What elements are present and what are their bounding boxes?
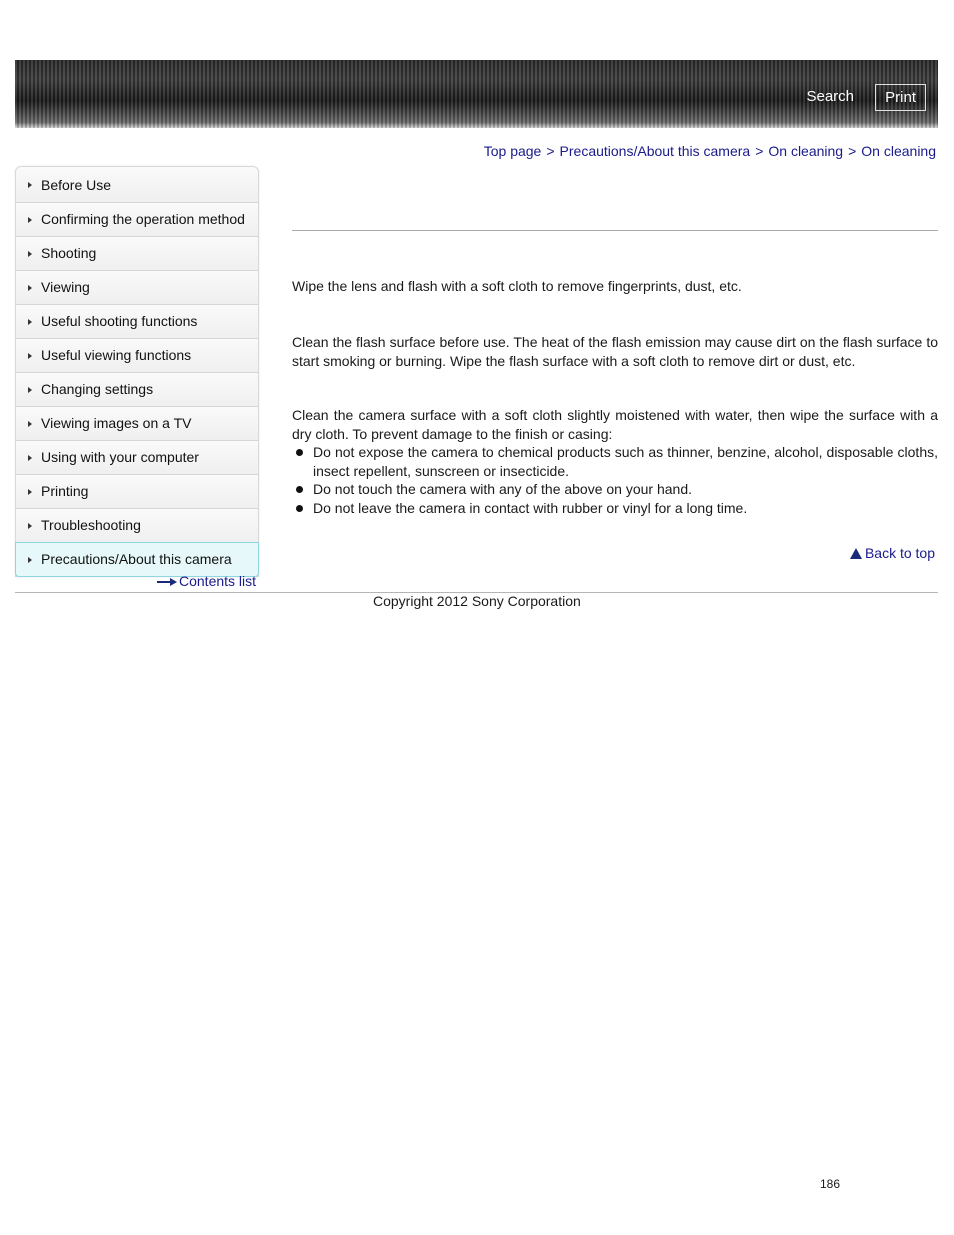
title-divider <box>292 230 938 231</box>
triangle-right-icon <box>28 523 32 529</box>
sidebar-item-label: Changing settings <box>41 381 154 397</box>
breadcrumb-separator: > <box>546 143 555 159</box>
sidebar-item-confirming-operation[interactable] <box>16 203 258 237</box>
breadcrumb-separator: > <box>755 143 764 159</box>
triangle-right-icon <box>28 489 32 495</box>
header-bar <box>15 60 938 128</box>
sidebar-item-using-computer[interactable] <box>16 441 258 475</box>
page-number: 186 <box>820 1177 841 1191</box>
triangle-up-icon <box>850 548 862 559</box>
back-to-top-link[interactable] <box>850 545 935 561</box>
list-item-text: Do not leave the camera in contact with rubber or vinyl for a long time. <box>313 499 748 516</box>
list-item <box>292 499 938 518</box>
copyright-text: Copyright 2012 Sony Corporation <box>373 593 581 609</box>
arrow-right-icon <box>157 578 177 586</box>
sidebar-item-useful-viewing[interactable] <box>16 339 258 373</box>
search-button[interactable]: Search <box>806 88 854 105</box>
sidebar-item-label: Before Use <box>41 177 112 193</box>
list-item <box>292 443 938 480</box>
paragraph-lens: Wipe the lens and flash with a soft cloth to remove fingerprints, dust, etc. <box>292 278 742 294</box>
sidebar-item-precautions[interactable] <box>15 542 259 577</box>
contents-list-link[interactable] <box>157 573 256 589</box>
print-button[interactable]: Print <box>875 84 926 111</box>
sidebar-item-shooting[interactable] <box>16 237 258 271</box>
bullet-icon <box>296 449 303 456</box>
triangle-right-icon <box>28 182 32 188</box>
sidebar-item-label: Troubleshooting <box>41 517 141 533</box>
sidebar-item-label: Useful shooting functions <box>41 313 198 329</box>
sidebar-item-label: Using with your computer <box>41 449 199 465</box>
list-item-text: Do not expose the camera to chemical products such as thinner, benzine, alcohol, disposable cloths, insect repellent, sunscreen or insecticide. <box>313 444 938 479</box>
breadcrumb <box>484 143 936 159</box>
bullet-icon <box>296 505 303 512</box>
triangle-right-icon <box>28 251 32 257</box>
sidebar-item-viewing-on-tv[interactable] <box>16 407 258 441</box>
paragraph-camera-surface: Clean the camera surface with a soft cloth slightly moistened with water, then wipe the surface with a dry cloth. To prevent damage to the finish or casing: <box>292 407 938 442</box>
sidebar-item-label: Useful viewing functions <box>41 347 192 363</box>
triangle-right-icon <box>28 217 32 223</box>
sidebar-item-label: Confirming the operation method <box>41 211 245 227</box>
triangle-right-icon <box>28 285 32 291</box>
paragraph-flash: Clean the flash surface before use. The heat of the flash emission may cause dirt on the flash surface to start smoking or burning. Wipe the flash surface with a soft cloth to remove dirt or dust, etc. <box>292 334 938 369</box>
sidebar-item-label: Viewing <box>41 279 90 295</box>
back-to-top-label: Back to top <box>864 545 935 561</box>
triangle-right-icon <box>28 557 32 563</box>
sidebar-item-printing[interactable] <box>16 475 258 509</box>
breadcrumb-top-page[interactable]: Top page <box>483 143 542 159</box>
breadcrumb-separator: > <box>848 143 857 159</box>
sidebar-item-useful-shooting[interactable] <box>16 305 258 339</box>
sidebar-nav <box>15 166 259 577</box>
contents-list-label: Contents list <box>179 573 257 589</box>
sidebar-item-before-use[interactable] <box>16 167 258 203</box>
triangle-right-icon <box>28 353 32 359</box>
breadcrumb-on-cleaning-current[interactable]: On cleaning <box>861 143 936 159</box>
sidebar-item-label: Printing <box>41 483 89 499</box>
precaution-list <box>292 443 938 517</box>
triangle-right-icon <box>28 421 32 427</box>
triangle-right-icon <box>28 455 32 461</box>
bullet-icon <box>296 486 303 493</box>
sidebar-item-label: Precautions/About this camera <box>41 551 232 567</box>
sidebar-item-label: Shooting <box>41 245 97 261</box>
sidebar-item-troubleshooting[interactable] <box>16 509 258 543</box>
breadcrumb-precautions[interactable]: Precautions/About this camera <box>559 143 751 159</box>
sidebar-item-changing-settings[interactable] <box>16 373 258 407</box>
triangle-right-icon <box>28 319 32 325</box>
sidebar-item-label: Viewing images on a TV <box>41 415 192 431</box>
sidebar-item-viewing[interactable] <box>16 271 258 305</box>
triangle-right-icon <box>28 387 32 393</box>
breadcrumb-on-cleaning-section[interactable]: On cleaning <box>768 143 844 159</box>
list-item-text: Do not touch the camera with any of the above on your hand. <box>313 481 693 497</box>
list-item <box>292 480 938 499</box>
